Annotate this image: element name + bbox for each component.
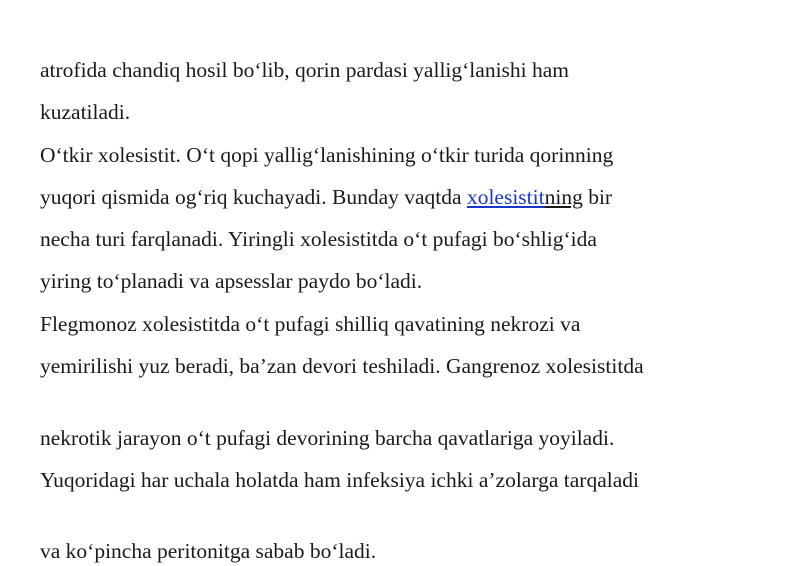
text-line: yemirilishi yuz beradi, ba’zan devori teshiladi. Gangrenoz xolesistitda xyxy=(40,354,644,378)
text-line-with-link xyxy=(40,185,740,209)
text-line: O‘tkir xolesistit. O‘t qopi yallig‘lanishining o‘tkir turida qorinning xyxy=(40,143,614,167)
text-line: yiring to‘planadi va apsesslar paydo bo‘ladi. xyxy=(40,269,423,293)
text-line: kuzatiladi. xyxy=(40,100,131,124)
text-line: atrofida chandiq hosil bo‘lib, qorin pardasi yallig‘lanishi ham xyxy=(40,58,570,82)
text-segment-underlined: ning xyxy=(544,185,583,209)
text-line: nekrotik jarayon o‘t pufagi devorining barcha qavatlariga yoyiladi. xyxy=(40,426,615,450)
text-segment: yuqori qismida og‘riq kuchayadi. Bunday vaqtda xyxy=(40,185,467,209)
text-line: Yuqoridagi har uchala holatda ham infeksiya ichki a’zolarga tarqaladi xyxy=(40,468,639,492)
text-line: Flegmonoz xolesistitda o‘t pufagi shilliq qavatining nekrozi va xyxy=(40,312,581,336)
xolesistit-link[interactable]: xolesistit xyxy=(466,185,545,209)
text-line: va ko‘pincha peritonitga sabab bo‘ladi. xyxy=(40,539,377,563)
text-segment: bir xyxy=(582,185,613,209)
text-line: necha turi farqlanadi. Yiringli xolesistitda o‘t pufagi bo‘shlig‘ida xyxy=(40,227,597,251)
